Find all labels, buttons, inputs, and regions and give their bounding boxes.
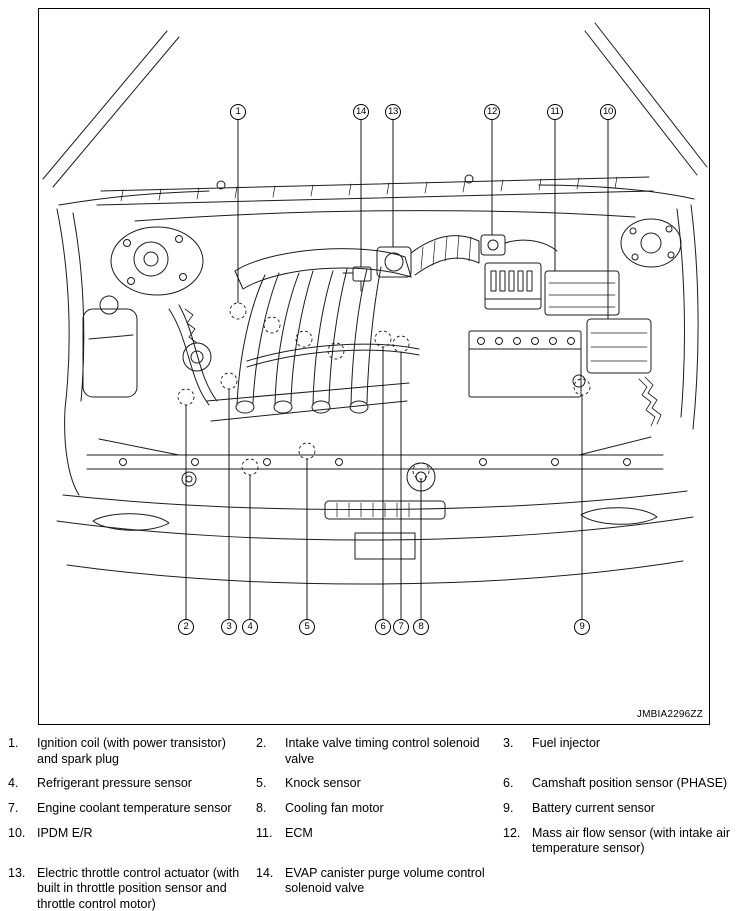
callout-11 <box>547 104 563 120</box>
legend-item-label: Refrigerant pressure sensor <box>37 776 192 791</box>
callout-14 <box>353 104 369 120</box>
legend-item-label: Intake valve timing control solenoid valve <box>285 736 480 766</box>
legend-item-number: 10. <box>8 825 26 840</box>
callout-13 <box>385 104 401 120</box>
hoses-and-harness <box>169 305 217 405</box>
radiator-support <box>87 437 663 491</box>
legend-item-label: Knock sensor <box>285 776 361 791</box>
callout-12-number: 12 <box>487 106 497 118</box>
callout-7-number: 7 <box>398 621 404 633</box>
callout-1 <box>230 104 246 120</box>
legend-item-3 <box>503 736 742 767</box>
callout-12 <box>484 104 500 120</box>
callout-4 <box>242 619 258 635</box>
callout-2 <box>178 619 194 635</box>
legend-item-13 <box>8 866 256 911</box>
legend-item-label: Ignition coil (with power transistor) and spark plug <box>37 736 226 766</box>
legend-item-number: 14. <box>256 865 274 880</box>
legend-item-number: 13. <box>8 865 26 880</box>
callout-1-number: 1 <box>235 106 241 118</box>
legend-item-label: EVAP canister purge volume control solenoid valve <box>285 865 485 896</box>
figure-code: JMBIA2296ZZ <box>636 709 703 720</box>
legend-item-2 <box>256 736 503 767</box>
legend-item-5 <box>256 776 503 792</box>
callout-2-number: 2 <box>183 621 189 633</box>
legend-item-number: 1. <box>8 736 19 750</box>
legend-item-label: IPDM E/R <box>37 825 93 840</box>
legend-item-10 <box>8 826 256 857</box>
cowl-panel <box>97 175 653 221</box>
callout-9 <box>574 619 590 635</box>
callout-8-number: 8 <box>418 621 424 633</box>
legend-item-number: 6. <box>503 776 514 791</box>
engine-compartment-figure <box>38 8 710 725</box>
legend <box>8 736 742 911</box>
callout-13-number: 13 <box>388 106 398 118</box>
callout-10-number: 10 <box>603 106 613 118</box>
legend-item-1 <box>8 736 256 767</box>
legend-item-4 <box>8 776 256 792</box>
callout-9-number: 9 <box>579 621 585 633</box>
legend-item-label: Mass air flow sensor (with intake air temperature sensor) <box>532 825 730 856</box>
component-target-markers <box>178 303 590 479</box>
legend-item-8 <box>256 801 503 817</box>
legend-item-label: ECM <box>285 825 313 840</box>
legend-item-label: Camshaft position sensor (PHASE) <box>532 776 728 791</box>
battery <box>469 331 585 397</box>
legend-item-number: 11. <box>256 825 273 840</box>
legend-item-label: Electric throttle control actuator (with built in throttle position sensor and throttle control motor) <box>37 865 240 911</box>
relay-box <box>485 263 541 309</box>
legend-item-number: 7. <box>8 800 19 815</box>
legend-item-label: Battery current sensor <box>532 800 655 815</box>
callout-5-number: 5 <box>304 621 310 633</box>
air-intake-duct <box>411 235 557 275</box>
callout-4-number: 4 <box>247 621 253 633</box>
left-fender-and-strut-tower <box>57 209 203 495</box>
callout-8 <box>413 619 429 635</box>
front-bumper <box>57 491 693 584</box>
legend-item-6 <box>503 776 742 792</box>
callout-10 <box>600 104 616 120</box>
legend-item-number: 3. <box>503 736 514 750</box>
washer-reservoir <box>83 296 137 397</box>
legend-item-number: 9. <box>503 800 514 815</box>
legend-item-number: 5. <box>256 776 267 791</box>
legend-item-label: Cooling fan motor <box>285 800 384 815</box>
legend-item-number: 4. <box>8 776 19 791</box>
callout-5 <box>299 619 315 635</box>
right-fender-and-strut-tower <box>621 205 698 429</box>
legend-item-11 <box>256 826 503 857</box>
legend-item-label: Fuel injector <box>532 736 601 750</box>
legend-item-12 <box>503 826 742 857</box>
callout-3-number: 3 <box>226 621 232 633</box>
legend-item-label: Engine coolant temperature sensor <box>37 800 232 815</box>
legend-item-number: 2. <box>256 736 267 750</box>
legend-item-9 <box>503 801 742 817</box>
callout-14-number: 14 <box>356 106 366 118</box>
callout-11-number: 11 <box>550 106 560 118</box>
callout-7 <box>393 619 409 635</box>
callout-6-number: 6 <box>380 621 386 633</box>
callout-6 <box>375 619 391 635</box>
legend-item-7 <box>8 801 256 817</box>
callout-leader-lines <box>186 120 608 619</box>
callout-3 <box>221 619 237 635</box>
legend-item-14 <box>256 866 503 911</box>
ipdm-unit <box>587 319 651 373</box>
legend-item-number: 8. <box>256 800 267 815</box>
intake-manifold <box>207 249 419 421</box>
legend-item-number: 12. <box>503 825 521 840</box>
